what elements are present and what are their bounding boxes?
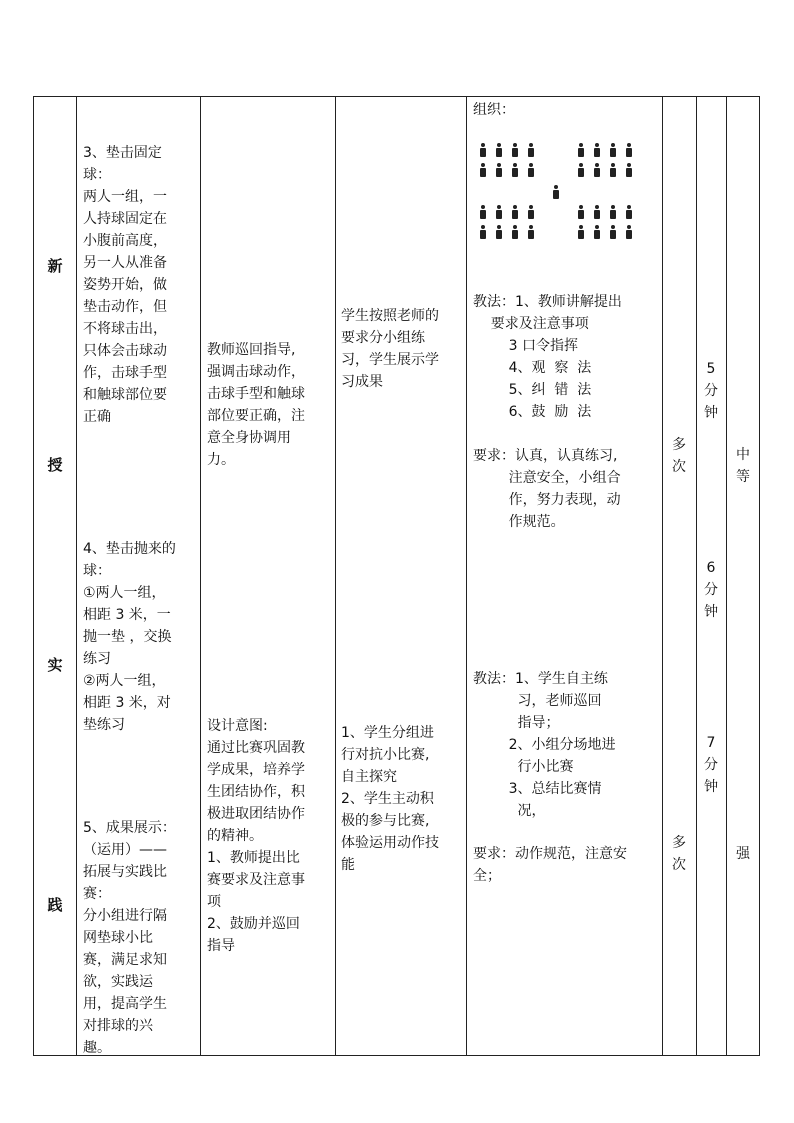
text-line: 作，努力表现，动: [473, 492, 621, 508]
student-figure-icon: [494, 225, 504, 241]
student-figure-icon: [478, 205, 488, 221]
student-figure-icon: [576, 143, 586, 159]
text-line: 行对抗小比赛,: [341, 747, 430, 763]
text-line: ②两人一组，: [83, 673, 166, 689]
stage-char: 实: [47, 656, 63, 674]
text-line: 极进取团结协作: [207, 806, 305, 822]
student-activity-2: [341, 722, 463, 876]
student-figure-icon: [526, 225, 536, 241]
text-line: 5、成果展示：: [83, 820, 176, 836]
text-line: 作规范。: [473, 514, 565, 530]
text-line: 姿势开始，做: [83, 277, 167, 293]
text-line: 对排球的兴: [83, 1018, 153, 1034]
student-figure-icon: [526, 143, 536, 159]
text-line: 意全身协调用: [207, 430, 291, 446]
student-figure-icon: [592, 163, 602, 179]
text-line: 用，提高学生: [83, 996, 167, 1012]
text-line: 垫击动作，但: [83, 299, 167, 315]
student-figure-icon: [510, 143, 520, 159]
column-divider: [466, 97, 467, 1055]
student-figure-icon: [624, 225, 634, 241]
text-line: 要求分小组练: [341, 330, 425, 346]
text-line: 3、总结比赛情: [473, 781, 602, 797]
formation-diagram: [478, 143, 654, 247]
student-figure-icon: [576, 205, 586, 221]
text-line: 习，学生展示学: [341, 352, 439, 368]
teacher-guidance-1: [207, 339, 331, 471]
teacher-guidance-2: [207, 715, 331, 957]
text-line: 两人一组，一: [83, 189, 167, 205]
text-line: 指导: [207, 938, 235, 954]
student-figure-icon: [526, 205, 536, 221]
text-line: 设计意图:: [207, 718, 268, 734]
text-line: 6、鼓 励 法: [473, 404, 592, 420]
text-line: 2、鼓励并巡回: [207, 916, 300, 932]
text-line: 生团结协作，积: [207, 784, 305, 800]
times-2: 多 次: [672, 835, 686, 873]
duration-3: 7 分 钟: [704, 735, 718, 795]
student-figure-icon: [576, 163, 586, 179]
text-line: 况，: [473, 803, 546, 819]
intensity-2: 强: [736, 846, 750, 862]
method-block-2: [473, 668, 663, 822]
text-line: ①两人一组，: [83, 585, 166, 601]
text-line: 相距 3 米，对: [83, 695, 171, 711]
column-divider: [662, 97, 663, 1055]
text-line: 学成果，培养学: [207, 762, 305, 778]
student-figure-icon: [494, 205, 504, 221]
text-line: 和触球部位要: [83, 387, 167, 403]
text-line: 1、教师提出比: [207, 850, 300, 866]
text-line: 球：: [83, 563, 111, 579]
text-line: 网垫球小比: [83, 930, 153, 946]
student-figure-icon: [494, 163, 504, 179]
text-line: 作，击球手型: [83, 365, 167, 381]
stage-char: 授: [47, 456, 63, 474]
text-line: 1、学生分组进: [341, 725, 434, 741]
text-line: 击球手型和触球: [207, 386, 305, 402]
intensity-1: 中 等: [736, 447, 750, 485]
student-figure-icon: [478, 225, 488, 241]
text-line: 3 口令指挥: [473, 338, 578, 354]
text-line: 体验运用动作技: [341, 835, 439, 851]
text-line: 教法：1、教师讲解提出: [473, 294, 622, 310]
text-line: （运用）——: [83, 842, 167, 858]
text-line: 人持球固定在: [83, 211, 167, 227]
student-figure-icon: [624, 205, 634, 221]
text-line: 要求：认真，认真练习,: [473, 448, 618, 464]
text-line: 正确: [83, 409, 111, 425]
student-figure-icon: [526, 163, 536, 179]
student-figure-icon: [576, 225, 586, 241]
text-line: 练习: [83, 651, 111, 667]
teacher-figure-icon: [551, 185, 561, 201]
column-divider: [200, 97, 201, 1055]
text-line: 拓展与实践比: [83, 864, 167, 880]
stage-char: 新: [47, 257, 63, 275]
student-figure-icon: [592, 143, 602, 159]
stage-char: 践: [47, 896, 63, 914]
student-figure-icon: [510, 163, 520, 179]
text-line: 注意安全，小组合: [473, 470, 621, 486]
text-line: 习成果: [341, 374, 383, 390]
text-line: 部位要正确，注: [207, 408, 305, 424]
column-divider: [335, 97, 336, 1055]
column-divider: [76, 97, 77, 1055]
student-figure-icon: [592, 225, 602, 241]
text-line: 行小比赛: [473, 759, 574, 775]
text-line: 相距 3 米，一: [83, 607, 171, 623]
student-figure-icon: [624, 163, 634, 179]
text-line: 2、学生主动积: [341, 791, 434, 807]
content-block-3: [83, 142, 195, 428]
text-line: 极的参与比赛,: [341, 813, 430, 829]
student-figure-icon: [494, 143, 504, 159]
text-line: 要求：动作规范，注意安: [473, 846, 627, 862]
student-activity-1: [341, 305, 463, 393]
text-line: 另一人从准备: [83, 255, 167, 271]
text-line: 项: [207, 894, 221, 910]
text-line: 教法：1、学生自主练: [473, 671, 608, 687]
text-line: 要求及注意事项: [473, 316, 589, 332]
text-line: 5、纠 错 法: [473, 382, 592, 398]
times-1: 多 次: [672, 437, 686, 475]
column-divider: [726, 97, 727, 1055]
content-block-5: [83, 817, 195, 1059]
text-line: 赛要求及注意事: [207, 872, 305, 888]
text-line: 分小组进行隔: [83, 908, 167, 924]
text-line: 不将球击出，: [83, 321, 167, 337]
text-line: 赛，满足求知: [83, 952, 167, 968]
student-figure-icon: [608, 205, 618, 221]
text-line: 3、垫击固定: [83, 145, 162, 161]
text-line: 通过比赛巩固教: [207, 740, 305, 756]
text-line: 指导；: [473, 715, 560, 731]
text-line: 自主探究: [341, 769, 397, 785]
student-figure-icon: [592, 205, 602, 221]
text-line: 力。: [207, 452, 235, 468]
text-line: 2、小组分场地进: [473, 737, 616, 753]
text-line: 4、观 察 法: [473, 360, 592, 376]
text-line: 能: [341, 857, 355, 873]
requirement-block-2: [473, 843, 663, 887]
student-figure-icon: [624, 143, 634, 159]
student-figure-icon: [510, 205, 520, 221]
text-line: 学生按照老师的: [341, 308, 439, 324]
student-figure-icon: [478, 143, 488, 159]
lesson-table: [33, 96, 760, 1056]
text-line: 只体会击球动: [83, 343, 167, 359]
duration-1: 5 分 钟: [704, 361, 718, 421]
column-divider: [696, 97, 697, 1055]
requirement-block-1: [473, 445, 663, 533]
text-line: 趣。: [83, 1040, 111, 1056]
text-line: 的精神。: [207, 828, 263, 844]
student-figure-icon: [608, 143, 618, 159]
text-line: 强调击球动作，: [207, 364, 305, 380]
text-line: 全；: [473, 868, 501, 884]
text-line: 球：: [83, 167, 111, 183]
student-figure-icon: [608, 163, 618, 179]
text-line: 欲，实践运: [83, 974, 153, 990]
method-block-1: [473, 291, 663, 423]
text-line: 小腹前高度，: [83, 233, 167, 249]
text-line: 习，老师巡回: [473, 693, 602, 709]
duration-2: 6 分 钟: [704, 560, 718, 620]
text-line: 赛：: [83, 886, 111, 902]
student-figure-icon: [478, 163, 488, 179]
organization-label: 组织：: [473, 102, 515, 118]
text-line: 抛一垫 ，交换: [83, 629, 172, 645]
text-line: 教师巡回指导,: [207, 342, 296, 358]
text-line: 垫练习: [83, 717, 125, 733]
student-figure-icon: [510, 225, 520, 241]
text-line: 4、垫击抛来的: [83, 541, 176, 557]
student-figure-icon: [608, 225, 618, 241]
content-block-4: [83, 538, 195, 736]
